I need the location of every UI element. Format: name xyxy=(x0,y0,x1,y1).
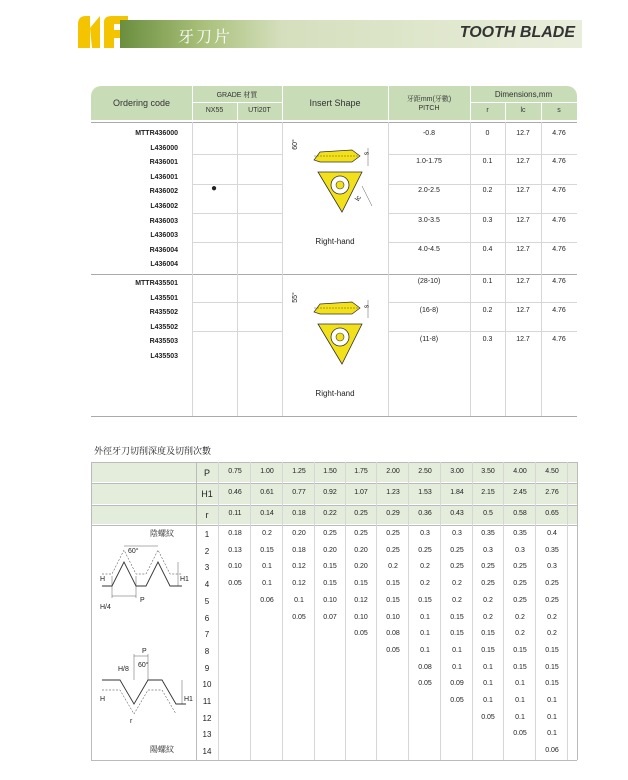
ordering-code: L435502 xyxy=(150,323,178,331)
cut-depth-value: 0.25 xyxy=(513,596,527,604)
column-divider xyxy=(535,462,536,760)
pitch-value: 3.0-3.5 xyxy=(418,217,440,224)
cut-depth-value: 0.25 xyxy=(450,563,464,571)
dim-r-value: 0 xyxy=(485,130,490,137)
cut-depth-value: 0.1 xyxy=(452,663,462,671)
cut-depth-value: 0.1 xyxy=(547,713,557,721)
pitch-value: (28-10) xyxy=(417,278,441,285)
angle-label-60: 60° xyxy=(291,139,299,150)
cut-depth-value: 0.1 xyxy=(294,596,304,604)
cut-depth-value: 0.2 xyxy=(420,563,430,571)
cut-depth-value: 0.15 xyxy=(545,680,559,688)
h1-value: 2.76 xyxy=(545,489,559,496)
cut-depth-value: 0.1 xyxy=(515,697,525,704)
diagram-p-1: P xyxy=(140,597,145,604)
pass-number: 13 xyxy=(202,730,212,740)
dim-s-value: 4.76 xyxy=(552,217,566,224)
cut-depth-value: 0.25 xyxy=(354,530,368,537)
diagram-h4: H/4 xyxy=(100,604,111,611)
cut-depth-value: 0.25 xyxy=(450,546,464,554)
cut-depth-value: 0.1 xyxy=(515,713,525,721)
cut-depth-value: 0.15 xyxy=(545,663,559,671)
ordering-code: MTTR435501 xyxy=(135,280,178,287)
column-divider xyxy=(567,462,568,760)
cut-depth-value: 0.05 xyxy=(450,697,464,704)
cut-depth-value: 0.15 xyxy=(386,580,400,588)
cut-depth-value: 0.13 xyxy=(228,546,242,554)
h1-value: 1.53 xyxy=(418,489,432,496)
r-value: 0.11 xyxy=(228,510,242,517)
cut-depth-value: 0.07 xyxy=(323,613,337,621)
column-divider xyxy=(250,462,251,760)
dim-s-value: 4.76 xyxy=(552,130,566,137)
cut-depth-value: 0.05 xyxy=(228,580,242,588)
diagram-h8: H/8 xyxy=(118,666,129,673)
cut-depth-value: 0.1 xyxy=(547,730,557,738)
cut-depth-value: 0.2 xyxy=(452,596,462,604)
cut-depth-value: 0.3 xyxy=(483,546,493,554)
r-value: 0.36 xyxy=(418,510,432,517)
r-value: 0.43 xyxy=(450,510,464,517)
cut-depth-value: 0.15 xyxy=(481,630,495,638)
pass-number: 14 xyxy=(202,747,212,757)
h1-value: 0.61 xyxy=(260,489,274,496)
cut-depth-value: 0.12 xyxy=(354,596,368,604)
cut-depth-value: 0.35 xyxy=(545,546,559,554)
ordering-code: L436003 xyxy=(150,232,178,240)
pass-number: 8 xyxy=(204,646,210,656)
p-value: 1.50 xyxy=(323,468,337,475)
cut-depth-value: 0.35 xyxy=(481,530,495,537)
cut-depth-value: 0.2 xyxy=(547,630,557,638)
ordering-code: L435503 xyxy=(150,353,178,360)
external-thread-diagram xyxy=(98,540,190,625)
h1-value: 1.23 xyxy=(386,489,400,496)
column-divider xyxy=(314,462,315,760)
row-label-p: P xyxy=(203,468,210,478)
cut-depth-value: 0.25 xyxy=(545,580,559,588)
r-value: 0.22 xyxy=(323,510,337,517)
p-value: 1.25 xyxy=(292,468,306,475)
h1-value: 0.46 xyxy=(228,489,242,496)
pass-number: 10 xyxy=(202,680,212,690)
cut-depth-value: 0.25 xyxy=(513,563,527,571)
diagram-p-2: P xyxy=(142,648,147,655)
dim-r-value: 0.4 xyxy=(482,246,493,253)
col-insert-shape: Insert Shape xyxy=(309,98,361,108)
dim-s-value: 4.76 xyxy=(552,187,566,194)
dim-s-value: 4.76 xyxy=(552,158,566,165)
insert-hand-1: Right-hand xyxy=(315,237,355,246)
row-label-r: r xyxy=(205,510,209,520)
dim-label-s-2: s xyxy=(363,304,371,309)
pitch-value: 1.0-1.75 xyxy=(416,158,442,165)
cut-depth-value: 0.1 xyxy=(262,563,272,571)
p-value: 3.50 xyxy=(481,468,495,475)
cut-depth-value: 0.25 xyxy=(545,596,559,604)
dim-s-value: 4.76 xyxy=(552,278,566,285)
col-dim-s: s xyxy=(557,107,561,114)
cut-depth-value: 0.12 xyxy=(292,580,306,588)
pass-number: 11 xyxy=(202,697,212,706)
ordering-code: R436003 xyxy=(149,217,178,225)
cut-depth-value: 0.08 xyxy=(386,630,400,638)
page-title-cn: 牙刀片 xyxy=(178,29,233,46)
dim-r-value: 0.1 xyxy=(482,278,493,285)
cut-depth-value: 0.2 xyxy=(262,530,272,537)
cut-depth-value: 0.25 xyxy=(386,530,400,537)
p-value: 1.75 xyxy=(354,468,368,475)
cut-depth-value: 0.20 xyxy=(354,546,368,554)
col-ordering-code: Ordering code xyxy=(112,98,171,108)
ordering-code: R435502 xyxy=(149,309,178,317)
cut-depth-value: 0.15 xyxy=(354,580,368,588)
cut-depth-value: 0.25 xyxy=(513,580,527,588)
cut-depth-value: 0.15 xyxy=(545,646,559,654)
cut-depth-value: 0.15 xyxy=(323,563,337,571)
cut-depth-value: 0.1 xyxy=(547,697,557,704)
dim-lc-value: 12.7 xyxy=(516,336,530,343)
diagram-angle-1: 60° xyxy=(128,548,139,555)
angle-label-55: 55° xyxy=(291,292,299,303)
dim-r-value: 0.2 xyxy=(482,307,493,314)
cut-depth-value: 0.15 xyxy=(513,646,527,654)
column-divider xyxy=(503,462,504,760)
cut-depth-value: 0.06 xyxy=(545,747,559,755)
cut-depth-value: 0.25 xyxy=(386,546,400,554)
pass-number: 1 xyxy=(204,530,210,539)
cut-depth-value: 0.2 xyxy=(452,580,462,588)
diagram-h1-2: H1 xyxy=(184,696,193,703)
pitch-value: 4.0-4.5 xyxy=(418,246,440,253)
cut-depth-value: 0.06 xyxy=(260,596,274,604)
h1-value: 2.45 xyxy=(513,489,527,496)
h1-value: 1.07 xyxy=(354,489,368,496)
pitch-value: -0.8 xyxy=(422,130,436,137)
cut-depth-value: 0.15 xyxy=(513,663,527,671)
cut-depth-value: 0.20 xyxy=(323,546,337,554)
ordering-code: R436004 xyxy=(149,246,178,254)
pass-number: 5 xyxy=(204,596,210,606)
ordering-code: R436002 xyxy=(149,188,178,196)
thread-outer-label: 陰螺紋 xyxy=(150,529,174,538)
cut-depth-value: 0.15 xyxy=(260,546,274,554)
insert-hand-2: Right-hand xyxy=(315,389,355,398)
cut-depth-value: 0.15 xyxy=(418,596,432,604)
cut-depth-value: 0.2 xyxy=(388,563,398,571)
dim-lc-value: 12.7 xyxy=(516,187,530,194)
dim-lc-value: 12.7 xyxy=(516,307,530,314)
diagram-r: r xyxy=(130,718,133,725)
cut-depth-value: 0.15 xyxy=(450,613,464,621)
cut-depth-value: 0.10 xyxy=(228,563,242,571)
cut-depth-value: 0.25 xyxy=(481,580,495,588)
ordering-code: L436002 xyxy=(150,203,178,210)
cut-depth-value: 0.2 xyxy=(515,630,525,638)
cut-depth-value: 0.1 xyxy=(420,630,430,638)
cut-depth-value: 0.25 xyxy=(323,530,337,537)
cut-depth-value: 0.1 xyxy=(452,646,462,654)
cut-depth-value: 0.20 xyxy=(292,530,306,537)
cut-depth-value: 0.05 xyxy=(418,680,432,688)
cut-depth-value: 0.1 xyxy=(483,680,493,688)
cut-depth-value: 0.25 xyxy=(418,546,432,554)
grade-marker: ● xyxy=(211,183,218,194)
cut-depth-value: 0.2 xyxy=(420,580,430,588)
cut-depth-value: 0.3 xyxy=(547,563,557,571)
pass-number: 9 xyxy=(204,663,210,673)
col-grade-uti20t: UTi20T xyxy=(248,107,271,114)
r-value: 0.25 xyxy=(354,510,368,517)
cut-depth-value: 0.35 xyxy=(513,530,527,537)
dim-label-lc-1: lc xyxy=(354,194,363,203)
thread-inner-label: 陽螺紋 xyxy=(150,745,174,754)
r-value: 0.58 xyxy=(513,510,527,517)
cut-depth-value: 0.20 xyxy=(354,563,368,571)
cut-depth-value: 0.05 xyxy=(481,713,495,721)
cut-depth-value: 0.09 xyxy=(450,680,464,688)
column-divider xyxy=(218,462,219,760)
pass-number: 12 xyxy=(202,713,212,723)
r-value: 0.18 xyxy=(292,510,306,517)
column-divider xyxy=(440,462,441,760)
cut-depth-value: 0.15 xyxy=(450,630,464,638)
cut-depth-value: 0.15 xyxy=(323,580,337,588)
dim-lc-value: 12.7 xyxy=(516,246,530,253)
row-label-h1: H1 xyxy=(201,489,213,499)
cut-depth-value: 0.05 xyxy=(354,630,368,638)
cut-depth-value: 0.10 xyxy=(354,613,368,621)
cut-depth-value: 0.2 xyxy=(547,613,557,621)
pass-number: 3 xyxy=(204,563,210,573)
cut-depth-value: 0.1 xyxy=(420,613,430,621)
column-divider xyxy=(408,462,409,760)
p-value: 3.00 xyxy=(450,468,464,475)
pass-number: 6 xyxy=(204,613,210,623)
column-divider xyxy=(282,462,283,760)
cut-depth-value: 0.08 xyxy=(418,663,432,671)
col-dim-lc: lc xyxy=(520,107,526,114)
dim-lc-value: 12.7 xyxy=(516,158,530,165)
dim-r-value: 0.2 xyxy=(482,187,493,194)
diagram-h-2: H xyxy=(100,696,106,703)
dim-s-value: 4.76 xyxy=(552,307,566,314)
dim-r-value: 0.3 xyxy=(482,336,493,343)
cut-depth-value: 0.05 xyxy=(292,613,306,621)
dim-r-value: 0.1 xyxy=(482,158,493,165)
dim-r-value: 0.3 xyxy=(482,217,493,224)
p-value: 2.50 xyxy=(418,468,432,475)
dim-lc-value: 12.7 xyxy=(516,130,530,137)
dim-lc-value: 12.7 xyxy=(516,217,530,224)
cut-depth-value: 0.1 xyxy=(262,580,272,588)
insert-shape-60-diagram xyxy=(290,128,384,229)
dim-s-value: 4.76 xyxy=(552,246,566,253)
col-dimensions: Dimensions,mm xyxy=(494,90,553,99)
cut-depth-value: 0.1 xyxy=(515,680,525,688)
ordering-code: R435503 xyxy=(149,338,178,346)
cut-depth-value: 0.05 xyxy=(513,730,527,738)
cut-depth-value: 0.18 xyxy=(292,546,306,554)
p-value: 2.00 xyxy=(386,468,400,475)
p-value: 4.50 xyxy=(545,468,559,475)
cut-depth-value: 0.05 xyxy=(386,646,400,654)
h1-value: 0.77 xyxy=(292,489,306,496)
diagram-h1: H1 xyxy=(180,576,189,583)
ordering-code: L436000 xyxy=(150,144,178,152)
page-title-en: TOOTH BLADE xyxy=(459,24,575,41)
pitch-value: (11-8) xyxy=(419,336,439,343)
cut-depth-value: 0.2 xyxy=(515,613,525,621)
cut-depth-value: 0.15 xyxy=(481,646,495,654)
r-value: 0.5 xyxy=(483,510,493,517)
pass-number: 4 xyxy=(204,580,210,590)
col-pitch-cn: 牙距mm(牙數) xyxy=(406,96,452,103)
cut-depth-value: 0.12 xyxy=(292,563,306,571)
h1-value: 2.15 xyxy=(481,489,495,496)
cutting-depth-table-title: 外徑牙刀切削深度及切削次數 xyxy=(94,446,212,456)
r-value: 0.65 xyxy=(545,510,559,517)
cut-depth-value: 0.18 xyxy=(228,530,242,537)
cut-depth-value: 0.15 xyxy=(386,596,400,604)
p-value: 4.00 xyxy=(513,468,527,475)
cut-depth-value: 0.3 xyxy=(420,530,430,537)
diagram-h: H xyxy=(100,576,106,583)
dim-s-value: 4.76 xyxy=(552,336,566,343)
cut-depth-value: 0.3 xyxy=(515,546,525,554)
ordering-code: L436001 xyxy=(150,173,178,181)
col-grade: GRADE 材質 xyxy=(216,92,258,99)
cut-depth-value: 0.2 xyxy=(483,596,493,604)
col-dim-r: r xyxy=(486,107,489,114)
pitch-value: (16-8) xyxy=(419,307,439,314)
cut-depth-value: 0.10 xyxy=(323,596,337,604)
col-grade-nx55: NX55 xyxy=(205,107,224,114)
cut-depth-value: 0.1 xyxy=(420,646,430,654)
h1-value: 1.84 xyxy=(450,489,464,496)
p-value: 0.75 xyxy=(228,468,242,475)
cut-depth-value: 0.4 xyxy=(547,530,557,537)
cut-depth-value: 0.2 xyxy=(483,613,493,621)
insert-shape-55-diagram xyxy=(290,282,384,383)
ordering-code: L435501 xyxy=(150,294,178,302)
cut-depth-value: 0.10 xyxy=(386,613,400,621)
ordering-code: L436004 xyxy=(150,261,178,269)
ordering-code: MTTR436000 xyxy=(135,130,178,137)
pass-number: 2 xyxy=(204,546,210,556)
r-value: 0.29 xyxy=(386,510,400,517)
cut-depth-value: 0.3 xyxy=(452,530,462,537)
ordering-code: R436001 xyxy=(149,159,178,167)
dim-label-s-1: s xyxy=(363,151,371,156)
column-divider xyxy=(345,462,346,760)
p-value: 1.00 xyxy=(260,468,274,475)
cut-depth-value: 0.25 xyxy=(481,563,495,571)
cut-depth-value: 0.1 xyxy=(483,697,493,704)
col-pitch: PITCH xyxy=(418,105,440,112)
cut-depth-value: 0.1 xyxy=(483,663,493,671)
h1-value: 0.92 xyxy=(323,489,337,496)
dim-lc-value: 12.7 xyxy=(516,278,530,285)
r-value: 0.14 xyxy=(260,510,274,517)
pitch-value: 2.0-2.5 xyxy=(418,187,440,194)
diagram-angle-2: 60° xyxy=(138,662,149,669)
pass-number: 7 xyxy=(204,630,210,640)
column-divider xyxy=(376,462,377,760)
